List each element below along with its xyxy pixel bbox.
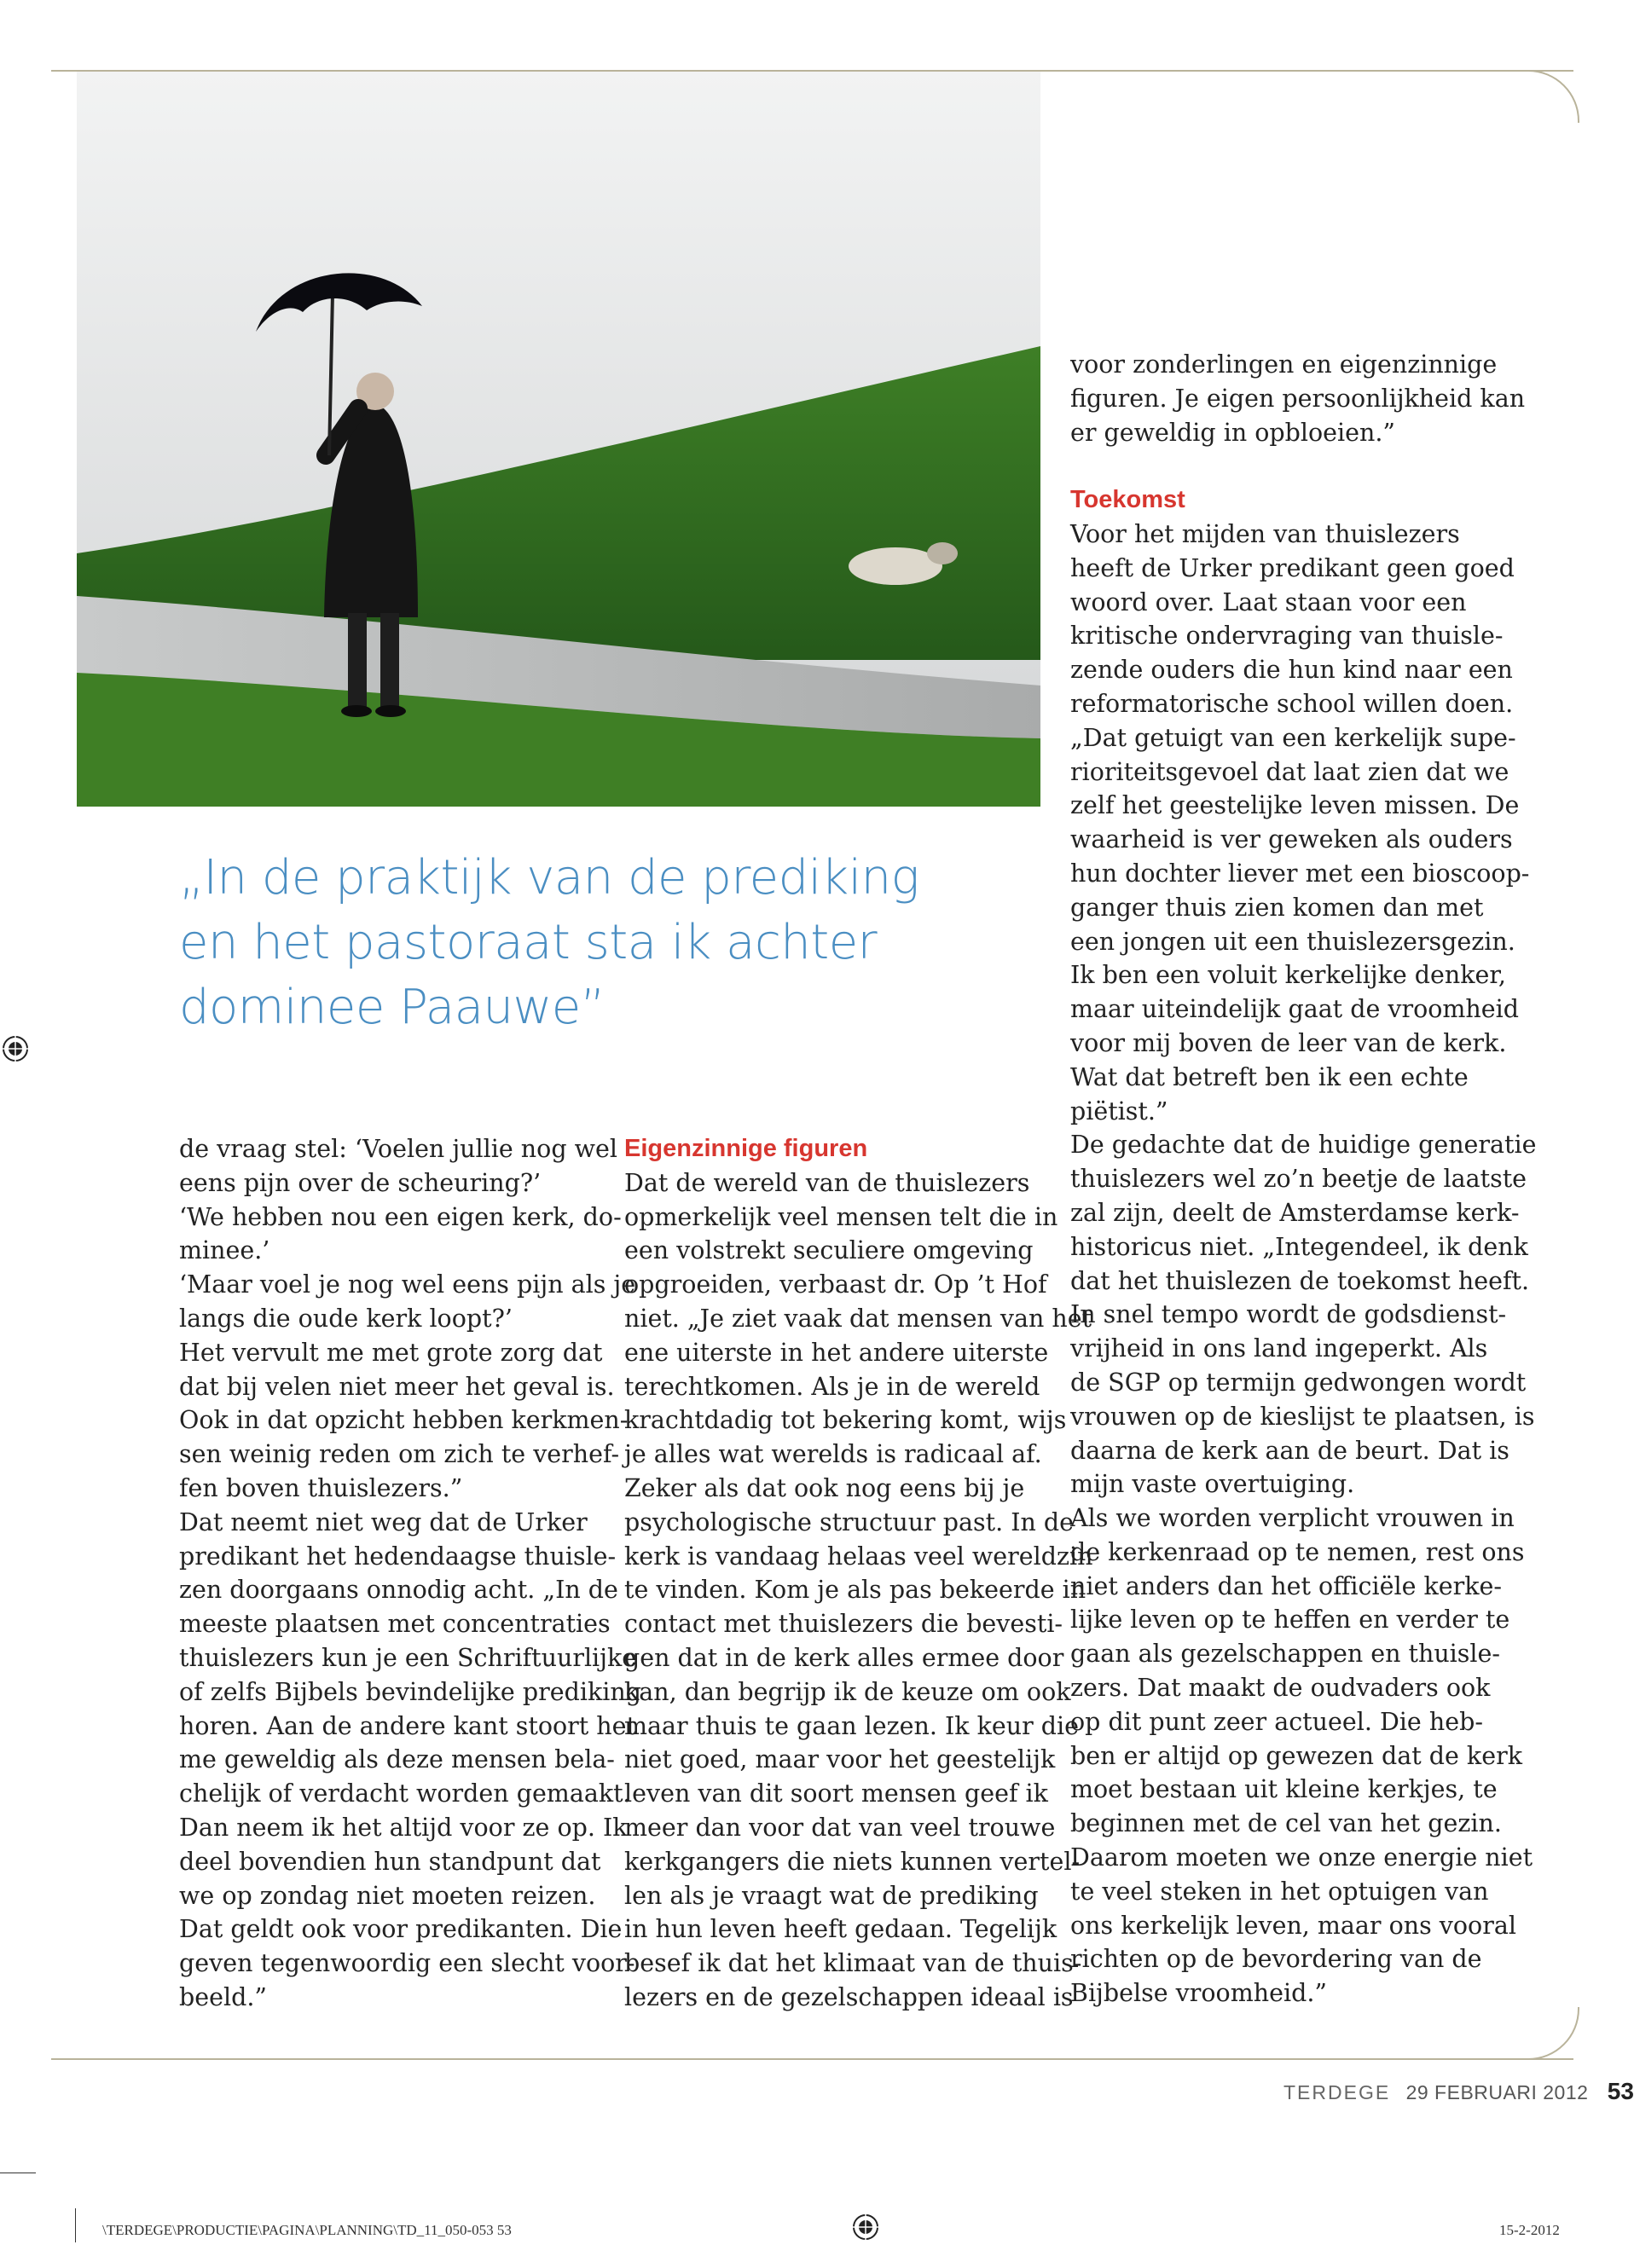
column-2	[624, 1132, 1093, 2015]
registration-mark-icon	[850, 2212, 881, 2242]
column-3-body	[1070, 518, 1537, 2011]
body-text-line: ‘We hebben nou een eigen kerk, do-	[179, 1202, 622, 1231]
pull-quote-line: en het pastoraat sta ik achter	[179, 915, 878, 970]
body-text-line: voor mij boven de leer van de kerk.	[1070, 1028, 1507, 1057]
body-text-line: vrijheid in ons land ingeperkt. Als	[1070, 1334, 1488, 1363]
body-text-line: Als we worden verplicht vrouwen in	[1070, 1504, 1515, 1533]
issue-date: 29 FEBRUARI 2012	[1405, 2081, 1589, 2103]
body-text-line: eens pijn over de scheuring?’	[179, 1168, 542, 1197]
body-text-line: mijn vaste overtuiging.	[1070, 1470, 1355, 1499]
body-text-line: heeft de Urker predikant geen goed	[1070, 553, 1515, 582]
body-text-line: „Dat getuigt van een kerkelijk supe-	[1070, 723, 1516, 752]
body-text-line: kan, dan begrijp ik de keuze om ook	[624, 1677, 1071, 1706]
body-text-line: lijke leven op te heffen en verder te	[1070, 1606, 1510, 1634]
column-3-intro	[1070, 348, 1526, 449]
body-text-line: Dan neem ik het altijd voor ze op. Ik	[179, 1813, 628, 1842]
body-text-line: beeld.”	[179, 1982, 267, 2011]
body-text-line: leven van dit soort mensen geef ik	[624, 1779, 1048, 1808]
body-text-line: de vraag stel: ‘Voelen jullie nog wel	[179, 1135, 618, 1163]
body-text-line: de SGP op termijn gedwongen wordt	[1070, 1368, 1527, 1397]
body-text-line: Dat neemt niet weg dat de Urker	[179, 1507, 588, 1536]
body-text-line: ganger thuis zien komen dan met	[1070, 893, 1484, 922]
body-text-line: Daarom moeten we onze energie niet	[1070, 1843, 1533, 1872]
body-text-line: krachtdadig tot bekering komt, wijs	[624, 1406, 1067, 1435]
body-text-line: Zeker als dat ook nog eens bij je	[624, 1473, 1025, 1502]
printer-slug: \TERDEGE\PRODUCTIE\PAGINA\PLANNING\TD_11_050-053 53	[102, 2222, 512, 2238]
body-text-line: of zelfs Bijbels bevindelijke prediking	[179, 1677, 641, 1706]
body-text-line: een volstrekt seculiere omgeving	[624, 1236, 1034, 1265]
registration-mark-icon	[0, 1033, 31, 1064]
column-3	[1070, 348, 1537, 2011]
body-text-line: de kerkenraad op te nemen, rest ons	[1070, 1537, 1525, 1566]
body-text-line: richten op de bevordering van de	[1070, 1945, 1482, 1974]
body-text-line: Dat de wereld van de thuislezers	[624, 1168, 1030, 1197]
body-text-line: beginnen met de cel van het gezin.	[1070, 1809, 1502, 1838]
body-text-line: kerkgangers die niets kunnen vertel-	[624, 1847, 1081, 1876]
body-text-line: daarna de kerk aan de beurt. Dat is	[1070, 1436, 1509, 1465]
body-text-line: thuislezers wel zo’n beetje de laatste	[1070, 1165, 1527, 1194]
body-text-line: kerk is vandaag helaas veel wereldzin	[624, 1542, 1093, 1571]
page-number: 53	[1607, 2078, 1634, 2104]
body-text-line: niet. „Je ziet vaak dat mensen van het	[624, 1304, 1092, 1333]
body-text-line: psychologische structuur past. In de	[624, 1507, 1075, 1536]
body-text-line: gen dat in de kerk alles ermee door	[624, 1643, 1064, 1672]
body-text-line: Ook in dat opzicht hebben kerkmen-	[179, 1406, 629, 1435]
body-text-line: thuislezers kun je een Schriftuurlijke	[179, 1643, 637, 1672]
umbrella-man-on-dike-photo	[77, 72, 1040, 807]
body-text-line: geven tegenwoordig een slecht voor-	[179, 1949, 635, 1978]
bottom-rule	[51, 2058, 1573, 2060]
body-text-line: niet anders dan het officiële kerke-	[1070, 1571, 1503, 1600]
body-text-line: me geweldig als deze mensen bela-	[179, 1745, 615, 1774]
body-text-line: ons kerkelijk leven, maar ons vooral	[1070, 1911, 1516, 1940]
section-heading-eigenzinnige-figuren: Eigenzinnige figuren	[624, 1135, 868, 1162]
body-text-line: gaan als gezelschappen en thuisle-	[1070, 1640, 1501, 1669]
body-text-line: fen boven thuislezers.”	[179, 1473, 463, 1502]
body-text-line: voor zonderlingen en eigenzinnige	[1070, 350, 1498, 379]
body-text-line: niet goed, maar voor het geestelijk	[624, 1745, 1056, 1774]
body-text-line: horen. Aan de andere kant stoort het	[179, 1711, 636, 1740]
body-text-line: Wat dat betreft ben ik een echte	[1070, 1062, 1469, 1091]
body-text-line: te vinden. Kom je als pas bekeerde in	[624, 1576, 1086, 1605]
magazine-name: TERDEGE	[1283, 2081, 1391, 2103]
body-text-line: maar thuis te gaan lezen. Ik keur die	[624, 1711, 1079, 1740]
crop-mark	[75, 2208, 76, 2242]
body-text-line: In snel tempo wordt de godsdienst-	[1070, 1300, 1507, 1329]
body-text-line: dat bij velen niet meer het geval is.	[179, 1372, 615, 1401]
body-text-line: terechtkomen. Als je in de wereld	[624, 1372, 1040, 1401]
bottom-rule-corner	[1527, 2007, 1579, 2060]
section-heading-toekomst: Toekomst	[1070, 486, 1185, 514]
body-text-line: ‘Maar voel je nog wel eens pijn als je	[179, 1270, 636, 1299]
pull-quote-line: „In de praktijk van de prediking	[179, 850, 919, 905]
body-text-line: je alles wat werelds is radicaal af.	[624, 1440, 1042, 1469]
body-text-line: in hun leven heeft gedaan. Tegelijk	[624, 1915, 1057, 1944]
body-text-line: zelf het geestelijke leven missen. De	[1070, 791, 1520, 820]
body-text-line: lezers en de gezelschappen ideaal is	[624, 1982, 1074, 2011]
body-text-line: een jongen uit een thuislezersgezin.	[1070, 927, 1515, 956]
body-text-line: ben er altijd op gewezen dat de kerk	[1070, 1741, 1522, 1770]
body-text-line: Ik ben een voluit kerkelijke denker,	[1070, 961, 1506, 990]
body-text-line: minee.’	[179, 1236, 270, 1265]
body-text-line: er geweldig in opbloeien.”	[1070, 418, 1395, 447]
body-text-line: meeste plaatsen met concentraties	[179, 1610, 611, 1639]
pull-quote-line: dominee Paauwe”	[179, 980, 606, 1035]
printer-slug-date: 15-2-2012	[1499, 2222, 1560, 2238]
column-1	[179, 1132, 641, 2015]
body-text-line: vrouwen op de kieslijst te plaatsen, is	[1070, 1402, 1535, 1431]
body-text-line: op dit punt zeer actueel. Die heb-	[1070, 1707, 1483, 1736]
body-text-line: kritische ondervraging van thuisle-	[1070, 622, 1504, 651]
body-text-line: opmerkelijk veel mensen telt die in	[624, 1202, 1058, 1231]
body-text-line: opgroeiden, verbaast dr. Op ’t Hof	[624, 1270, 1047, 1299]
body-text-line: maar uiteindelijk gaat de vroomheid	[1070, 995, 1520, 1024]
body-text-line: rioriteitsgevoel dat laat zien dat we	[1070, 757, 1509, 786]
body-text-line: dat het thuislezen de toekomst heeft.	[1070, 1266, 1530, 1295]
body-text-line: Bijbelse vroomheid.”	[1070, 1979, 1327, 2008]
body-text-line: Voor het mijden van thuislezers	[1070, 519, 1460, 548]
body-text-line: len als je vraagt wat de prediking	[624, 1881, 1039, 1910]
top-rule-corner	[1527, 70, 1579, 123]
body-text-line: reformatorische school willen doen.	[1070, 689, 1514, 718]
page-folio	[1283, 2078, 1634, 2105]
body-text-line: zal zijn, deelt de Amsterdamse kerk-	[1070, 1198, 1520, 1227]
body-text-line: Het vervult me met grote zorg dat	[179, 1338, 603, 1367]
body-text-line: zers. Dat maakt de oudvaders ook	[1070, 1674, 1491, 1703]
body-text-line: piëtist.”	[1070, 1096, 1168, 1125]
body-text-line: we op zondag niet moeten reizen.	[179, 1881, 596, 1910]
body-text-line: langs die oude kerk loopt?’	[179, 1304, 513, 1333]
body-text-line: hun dochter liever met een bioscoop-	[1070, 859, 1530, 888]
body-text-line: deel bovendien hun standpunt dat	[179, 1847, 601, 1876]
body-text-line: te veel steken in het optuigen van	[1070, 1877, 1489, 1906]
body-text-line: figuren. Je eigen persoonlijkheid kan	[1070, 384, 1526, 413]
body-text-line: zende ouders die hun kind naar een	[1070, 656, 1513, 685]
body-text-line: waarheid is ver geweken als ouders	[1070, 825, 1513, 854]
pull-quote	[179, 846, 947, 1040]
article-photo	[77, 72, 1040, 807]
body-text-line: De gedachte dat de huidige generatie	[1070, 1131, 1537, 1160]
body-text-line: Dat geldt ook voor predikanten. Die	[179, 1915, 623, 1944]
body-text-line: ene uiterste in het andere uiterste	[624, 1338, 1049, 1367]
body-text-line: meer dan voor dat van veel trouwe	[624, 1813, 1056, 1842]
body-text-line: besef ik dat het klimaat van de thuis-	[624, 1949, 1082, 1978]
body-text-line: woord over. Laat staan voor een	[1070, 587, 1467, 616]
body-text-line: contact met thuislezers die bevesti-	[624, 1610, 1063, 1639]
body-text-line: moet bestaan uit kleine kerkjes, te	[1070, 1775, 1498, 1804]
body-text-line: sen weinig reden om zich te verhef-	[179, 1440, 620, 1469]
body-text-line: predikant het hedendaagse thuisle-	[179, 1542, 617, 1571]
body-text-line: zen doorgaans onnodig acht. „In de	[179, 1576, 618, 1605]
body-text-line: chelijk of verdacht worden gemaakt.	[179, 1779, 631, 1808]
body-text-line: historicus niet. „Integendeel, ik denk	[1070, 1232, 1528, 1261]
